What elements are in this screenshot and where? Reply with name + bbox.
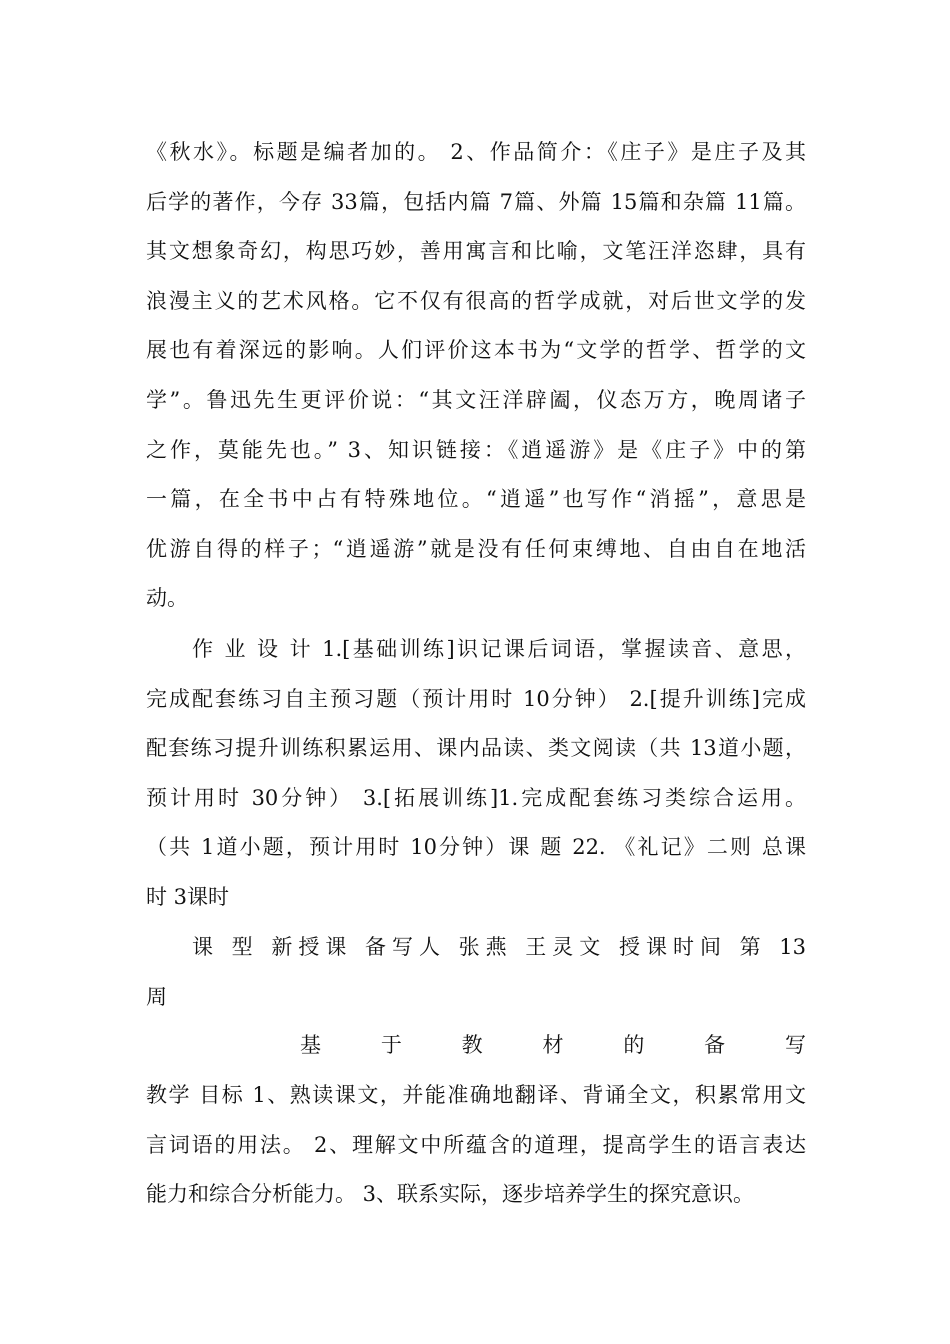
text-line: 言词语的用法。 2、理解文中所蕴含的道理，提高学生的语言表达 [146, 1132, 806, 1157]
lesson-info-paragraph [146, 923, 806, 1022]
text-line: 展也有着深远的影响。人们评价这本书为“文学的哲学、哲学的文 [146, 338, 806, 363]
text-line: 课 型 新授课 备写人 张燕 王灵文 授课时间 第 13 [192, 935, 806, 959]
text-line: 动。 [146, 586, 188, 611]
text-line: 作 业 设 计 1.[基础训练]识记课后词语，掌握读音、意思， [192, 637, 806, 661]
objectives-paragraph [146, 1071, 806, 1220]
text-line: 《秋水》。标题是编者加的。 2、作品简介：《庄子》是庄子及其 [146, 140, 806, 164]
intro-paragraph [146, 128, 806, 624]
text-line: 其文想象奇幻，构思巧妙，善用寓言和比喻，文笔汪洋恣肆，具有 [146, 239, 806, 264]
text-line: 学”。鲁迅先生更评价说：“其文汪洋辟阖，仪态万方，晚周诸子 [146, 387, 806, 412]
homework-paragraph [146, 625, 806, 923]
text-line: 后学的著作，今存 33篇，包括内篇 7篇、外篇 15篇和杂篇 11篇。 [146, 189, 806, 214]
text-line: 之作，莫能先也。” 3、知识链接：《逍遥游》是《庄子》中的第 [146, 437, 806, 462]
text-line: 配套练习提升训练积累运用、课内品读、类文阅读（共 13道小题， [146, 736, 806, 761]
text-line: 优游自得的样子；“逍遥游”就是没有任何束缚地、自由自在地活 [146, 536, 806, 561]
text-line: 一篇，在全书中占有特殊地位。“逍遥”也写作“消摇”，意思是 [146, 487, 806, 512]
text-line: 浪漫主义的艺术风格。它不仅有很高的哲学成就，对后世文学的发 [146, 288, 806, 313]
text-line: 完成配套练习自主预习题（预计用时 10分钟） 2.[提升训练]完成 [146, 686, 806, 711]
text-line: 教学 目标 1、熟读课文，并能准确地翻译、背诵全文，积累常用文 [146, 1083, 806, 1107]
text-line: 周 [146, 984, 167, 1009]
spread-heading: 基 于 教 材 的 备 写 [300, 1033, 806, 1057]
text-line: 时 3课时 [146, 884, 230, 909]
text-line: （共 1道小题，预计用时 10分钟）课 题 22. 《礼记》二则 总课 [146, 835, 806, 860]
text-line: 预计用时 30分钟） 3.[拓展训练]1.完成配套练习类综合运用。 [146, 785, 806, 810]
text-line: 能力和综合分析能力。 3、联系实际，逐步培养学生的探究意识。 [146, 1182, 755, 1207]
